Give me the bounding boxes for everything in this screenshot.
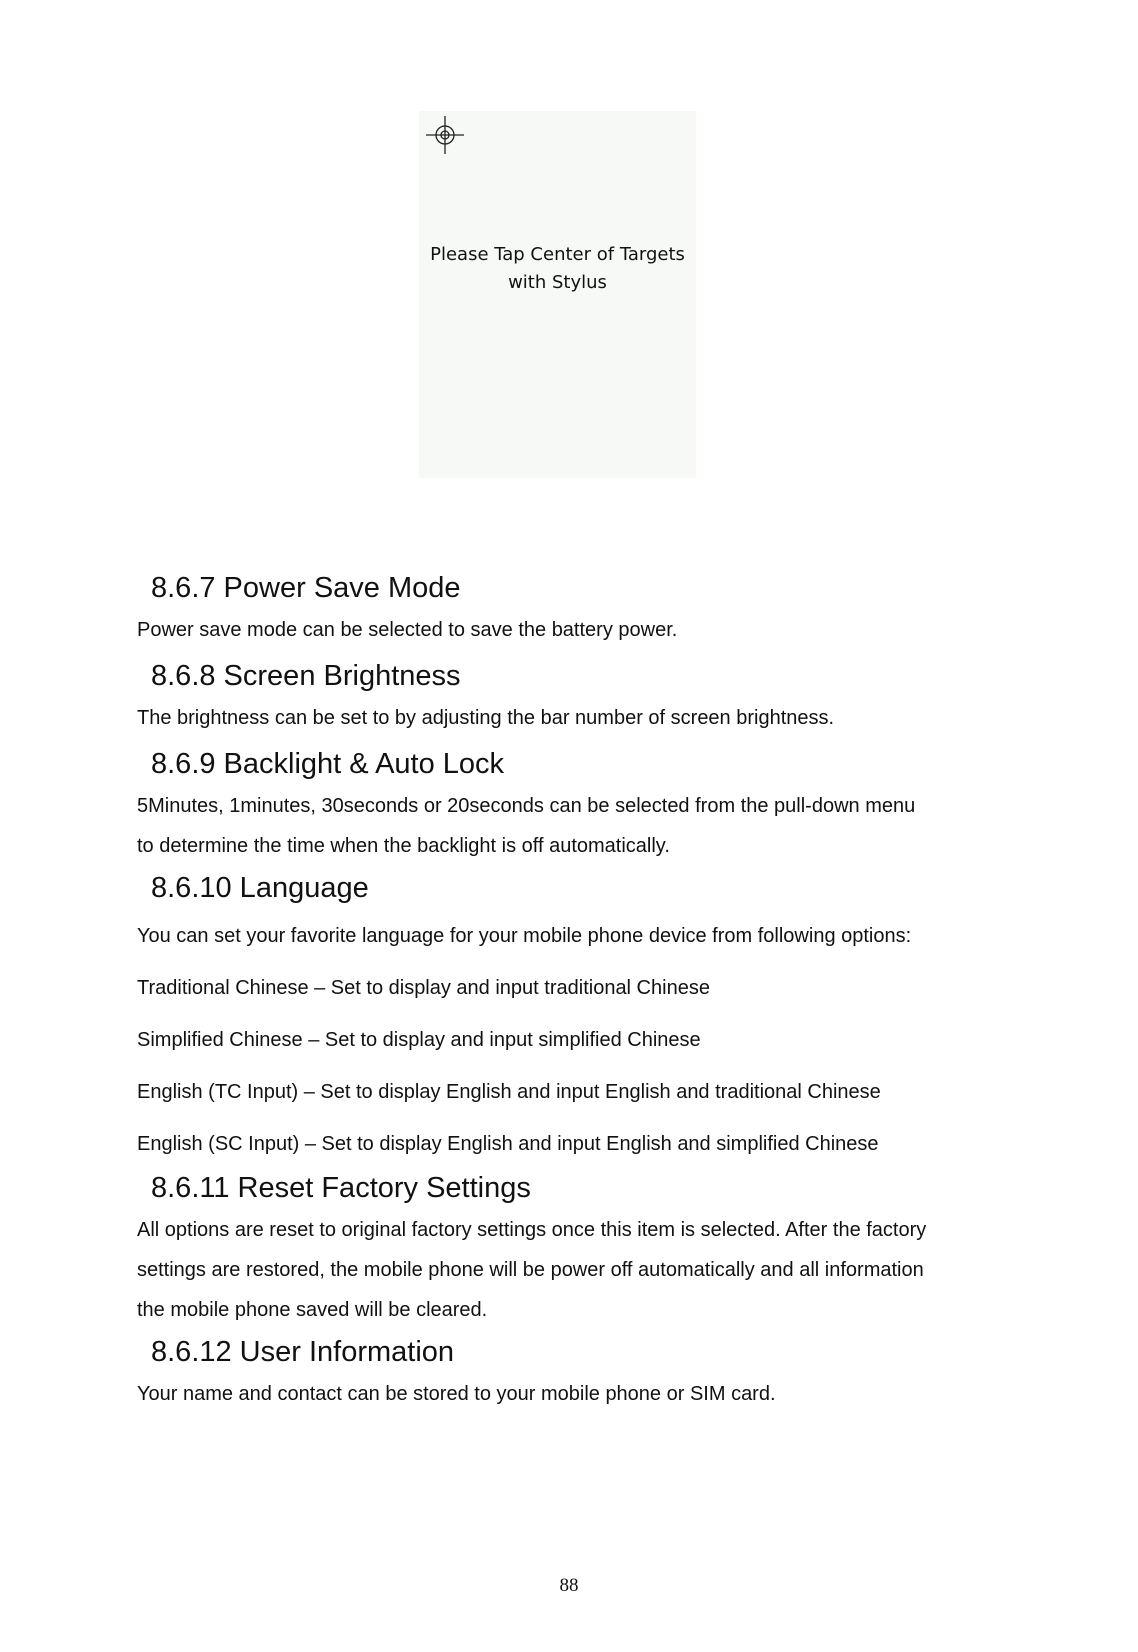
calibration-screen-image	[419, 111, 696, 478]
document-body	[137, 566, 1007, 1414]
paragraph-user-information: Your name and contact can be stored to your mobile phone or SIM card.	[137, 1383, 776, 1405]
heading-backlight-auto-lock: 8.6.9 Backlight & Auto Lock	[151, 748, 505, 780]
language-option-english-sc: English (SC Input) – Set to display English and input English and simplified Chinese	[137, 1133, 879, 1155]
heading-power-save-mode: 8.6.7 Power Save Mode	[151, 572, 461, 604]
heading-screen-brightness: 8.6.8 Screen Brightness	[151, 660, 461, 692]
crosshair-target-icon	[426, 116, 464, 154]
language-option-english-tc: English (TC Input) – Set to display English and input English and traditional Chinese	[137, 1081, 881, 1103]
paragraph-backlight-line-1: 5Minutes, 1minutes, 30seconds or 20seconds can be selected from the pull-down menu	[137, 795, 916, 817]
calibration-message-line-2: with Stylus	[508, 272, 607, 293]
heading-user-information: 8.6.12 User Information	[151, 1336, 455, 1368]
language-option-simplified: Simplified Chinese – Set to display and input simplified Chinese	[137, 1029, 701, 1051]
paragraph-reset-line-3: the mobile phone saved will be cleared.	[137, 1299, 488, 1321]
paragraph-language-intro: You can set your favorite language for your mobile phone device from following options:	[137, 925, 912, 947]
page-number: 88	[559, 1575, 579, 1596]
calibration-message-line-1: Please Tap Center of Targets	[430, 244, 685, 265]
paragraph-reset-line-2: settings are restored, the mobile phone will be power off automatically and all information	[137, 1259, 924, 1281]
calibration-message	[419, 241, 696, 297]
language-option-traditional: Traditional Chinese – Set to display and input traditional Chinese	[137, 977, 710, 999]
paragraph-backlight-line-2: to determine the time when the backlight is off automatically.	[137, 835, 670, 857]
heading-reset-factory-settings: 8.6.11 Reset Factory Settings	[151, 1172, 531, 1204]
paragraph-power-save-mode: Power save mode can be selected to save the battery power.	[137, 619, 678, 641]
paragraph-reset-line-1: All options are reset to original factory settings once this item is selected. After the factory	[137, 1219, 927, 1241]
paragraph-screen-brightness: The brightness can be set to by adjusting the bar number of screen brightness.	[137, 707, 835, 729]
heading-language: 8.6.10 Language	[151, 872, 369, 904]
